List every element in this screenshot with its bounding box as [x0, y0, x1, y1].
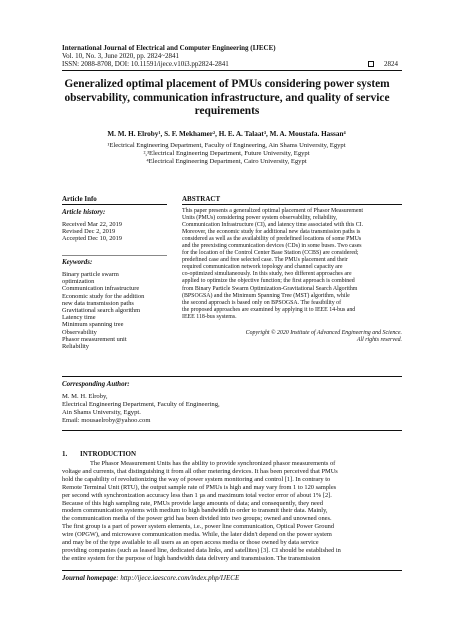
intro-line: The Phasor Measurement Units has the ability to provide synchronized phasor measurements of — [90, 460, 336, 467]
abstract-line: IEEE 118-bus systems. — [182, 313, 237, 320]
footer — [62, 574, 239, 582]
intro-number: 1. — [62, 450, 68, 458]
abstract-line: the proposed approaches are examined by applying it to IEEE 14-bus and — [182, 306, 356, 313]
abstract-line: required communication network topology and channel capacity are — [182, 264, 343, 271]
abstract-line: Communication Infrastructure (CI), and latency time associated with this CI. — [182, 222, 364, 229]
article-info-rule — [62, 204, 167, 205]
intro-line: Because of this high sampling rate, PMUs provide large amounts of data; and consequently, they need — [62, 499, 323, 507]
copyright-line: Copyright © 2020 Institute of Advanced Engineering and Science. — [245, 330, 402, 336]
intro-line: the entire system for the purpose of high bandwidth data delivery and transmission. The transmission — [62, 554, 321, 562]
journal-name: International Journal of Electrical and Computer Engineering (IJECE) — [62, 44, 276, 52]
intro-line: and may be of the type available to all users as an open access media or those owned by data service — [62, 539, 319, 547]
history-accepted: Accepted Dec 10, 2019 — [62, 235, 122, 243]
history-received: Received Mar 22, 2019 — [62, 221, 122, 228]
history-heading: Article history: — [62, 208, 106, 216]
abstract-line: the second approach is based only on BPSOGSA. The feasibility of — [182, 299, 342, 306]
author-list: M. M. H. Elroby¹, S. F. Mekhamer², H. E. A. Talaat³, M. A. Moustafa. Hassan⁴ — [107, 130, 346, 138]
intro-heading: INTRODUCTION — [80, 450, 137, 458]
abstract-line: Units (PMUs) considering power system observability, reliability, — [182, 215, 337, 222]
corresponding-email: Email: mousaelroby@yahoo.com — [62, 417, 151, 424]
keyword-item: Phasor measurement unit — [62, 335, 127, 343]
affiliation-2: ²,³Electrical Engineering Department, Future University, Egypt — [143, 150, 310, 157]
abstract-line: and the preexisting communication devices (CDs) in some buses. Two cases — [182, 243, 362, 250]
intro-line: wire (OPGW), and microwave communication media. While, the later didn't depend on the power system — [62, 531, 332, 539]
keyword-item: Economic study for the addition — [62, 292, 145, 300]
abstract-line: considered as well as the availability of predefined locations of some PMUs — [182, 236, 362, 243]
header-rule — [62, 70, 402, 71]
keyword-item: new data transmission paths — [62, 299, 134, 307]
footer-label: Journal homepage — [62, 574, 117, 582]
keyword-item: Minimum spanning tree — [62, 321, 124, 329]
intro-line: voltage and currents, that distinguishing it from all other metering devices. It has been perceived that PMUs — [62, 467, 338, 475]
keywords-rule — [62, 255, 167, 256]
paper-title: Generalized optimal placement of PMUs considering power system observability, communication infrastructure, and quality of service requirements — [64, 78, 390, 118]
keyword-item: Binary particle swarm — [62, 271, 119, 278]
page-box-icon — [368, 61, 374, 67]
affiliation-1: ¹Electrical Engineering Department, Faculty of Engineering, Ain Shams University, Egypt — [107, 142, 346, 149]
volume-line: Vol. 10, No. 3, June 2020, pp. 2824~2841 — [62, 52, 180, 60]
intro-line: the communication media of the power grid has been divided into two groups; owned and unowned ones. — [62, 515, 332, 523]
abstract-line: from Binary Particle Swarm Optimization-Gravitational Search Algorithm — [182, 285, 358, 292]
abstract-line: (BPSOGSA) and the Minimum Spanning Tree (MST) algorithm, while — [182, 292, 350, 299]
page-number: 2824 — [384, 60, 398, 68]
keyword-item: Gravitational search algorithm — [62, 307, 141, 315]
abstract-line: Moreover, the economic study for additional new data transmission paths is — [182, 229, 361, 236]
keyword-item: optimization — [62, 278, 95, 286]
corresponding-bottom-rule — [62, 430, 402, 431]
footer-colon: : — [116, 574, 121, 582]
abstract-line: This paper presents a generalized optimal placement of Phasor Measurement — [182, 208, 364, 214]
rights-line: All rights reserved. — [356, 337, 402, 343]
footer-rule — [62, 570, 402, 571]
intro-line: The first group is a part of power system elements, i.e., power line communication, Optical Power Ground — [62, 523, 335, 531]
intro-line: modern communication systems with medium to high bandwidth in order to transmit their data. Mainly, — [62, 507, 328, 515]
intro-line: per second with synchronization accuracy less than 1 µs and maximum total vector error of about 1% [2]. — [62, 491, 332, 499]
corresponding-block — [62, 393, 220, 425]
affiliation-3: ⁴Electrical Engineering Department, Cairo University, Egypt — [146, 158, 307, 165]
corresponding-heading: Corresponding Author: — [62, 380, 130, 388]
corresponding-dept: Electrical Engineering Department, Faculty of Engineering, — [62, 401, 220, 408]
keyword-item: Communication infrastructure — [62, 285, 140, 293]
abstract-line: applied to optimize the objective function; the first approach is combined — [182, 278, 355, 285]
keywords-heading: Keywords: — [62, 258, 93, 266]
keyword-item: Latency time — [62, 314, 96, 322]
issn-line: ISSN: 2088-8708, DOI: 10.11591/ijece.v10i3.pp2824-2841 — [62, 60, 229, 68]
history-revised: Revised Dec 2, 2019 — [62, 228, 116, 236]
corresponding-univ: Ain Shams University, Egypt. — [62, 409, 141, 416]
abstract-line: predefined case and free selected case. The PMUs placement and their — [182, 257, 348, 264]
copyright-block — [182, 330, 402, 344]
abstract-line: for the location of the Control Center Base Station (CCBS) are considered; — [182, 250, 359, 257]
intro-line: providing companies (such as leased line, dedicated data links, and satellites) [3]. CI should be established in — [62, 546, 341, 554]
keyword-item: Observability — [62, 328, 97, 336]
abstract-rule — [182, 204, 402, 205]
article-info-heading: Article Info — [62, 195, 97, 203]
corresponding-name: M. M. H. Elroby, — [62, 393, 108, 400]
abstract-body — [182, 208, 402, 321]
keyword-item: Reliability — [62, 343, 89, 351]
intro-line: hold the capability of revolutionizing the way of power system monitoring and control [1]. In contrary to — [62, 475, 331, 483]
keywords-list — [62, 271, 144, 350]
corresponding-top-rule — [62, 376, 402, 377]
intro-body — [62, 460, 402, 563]
abstract-line: co-optimized simultaneously. In this study, two different approaches are — [182, 271, 352, 278]
abstract-heading: ABSTRACT — [182, 195, 221, 203]
intro-line: Remote Terminal Unit (RTU), the output sample rate of PMUs is high and may vary from 1 to 120 samples — [62, 483, 337, 491]
journal-homepage-link[interactable]: http://ijece.iaescore.com/index.php/IJECE — [120, 574, 240, 582]
history-list — [62, 221, 122, 243]
